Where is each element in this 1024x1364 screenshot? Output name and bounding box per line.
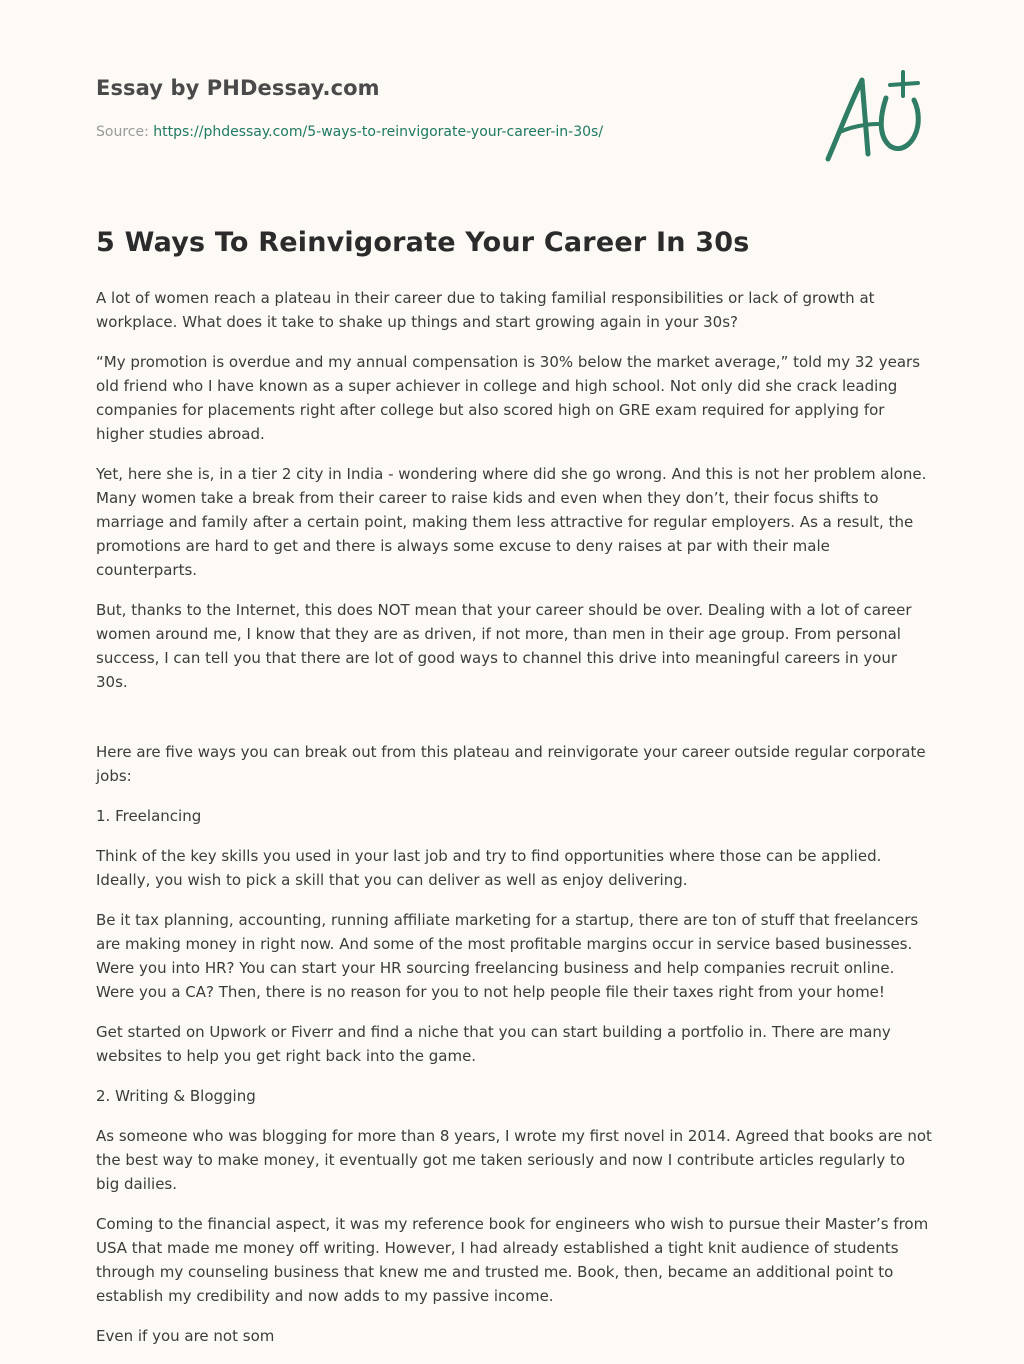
essay-title: 5 Ways To Reinvigorate Your Career In 30s [96,227,750,258]
site-brand: Essay by PHDessay.com [96,76,380,100]
essay-paragraph: As someone who was blogging for more than 8 years, I wrote my first novel in 2014. Agreed that books are not the best way to make money, it eventually got me taken seriously and now I contribute articles regularly to big dailies. [96,1127,932,1193]
source-link[interactable]: https://phdessay.com/5-ways-to-reinvigorate-your-career-in-30s/ [153,124,604,140]
essay-paragraph: Think of the key skills you used in your last job and try to find opportunities where those can be applied. Ideally, you wish to pick a skill that you can deliver as well as enjoy delivering. [96,847,882,889]
a-plus-grade-icon [818,66,930,166]
essay-paragraph: Yet, here she is, in a tier 2 city in India - wondering where did she go wrong. And this is not her problem alone. Many women take a break from their career to raise kids and even when they don’t, their focus shifts to marriage and family after a certain point, making them less attractive for regular employers. As a result, the promotions are hard to get and there is always some excuse to deny raises at par with their male counterparts. [96,465,927,579]
essay-paragraph: But, thanks to the Internet, this does NOT mean that your career should be over. Dealing with a lot of career women around me, I know that they are as driven, if not more, than men in their age group. From personal success, I can tell you that there are lot of good ways to channel this drive into meaningful careers in your 30s. [96,601,912,691]
section-heading: 1. Freelancing [96,807,202,825]
essay-paragraph: Coming to the financial aspect, it was my reference book for engineers who wish to pursue their Master’s from USA that made me money off writing. However, I had already established a tight knit audience of students through my counseling business that knew me and trusted me. Book, then, became an additional point to establish my credibility and now adds to my passive income. [96,1215,929,1305]
section-heading: 2. Writing & Blogging [96,1087,256,1105]
essay-paragraph: Get started on Upwork or Fiverr and find a niche that you can start building a portfolio in. There are many websites to help you get right back into the game. [96,1023,891,1065]
essay-paragraph: A lot of women reach a plateau in their career due to taking familial responsibilities or lack of growth at workplace. What does it take to shake up things and start growing again in your 30s? [96,289,875,331]
essay-paragraph: Here are five ways you can break out from this plateau and reinvigorate your career outside regular corporate jobs: [96,743,926,785]
essay-body [96,286,932,1364]
source-line [96,124,603,140]
source-label: Source: [96,124,154,140]
essay-paragraph: Even if you are not som [96,1327,275,1345]
essay-paragraph: “My promotion is overdue and my annual compensation is 30% below the market average,” told my 32 years old friend who I have known as a super achiever in college and high school. Not only did she crack leading companies for placements right after college but also scored high on GRE exam required for applying for higher studies abroad. [96,353,921,443]
essay-paragraph: Be it tax planning, accounting, running affiliate marketing for a startup, there are ton of stuff that freelancers are making money in right now. And some of the most profitable margins occur in service based businesses. Were you into HR? You can start your HR sourcing freelancing business and help companies recruit online. Were you a CA? Then, there is no reason for you to not help people file their taxes right from your home! [96,911,919,1001]
